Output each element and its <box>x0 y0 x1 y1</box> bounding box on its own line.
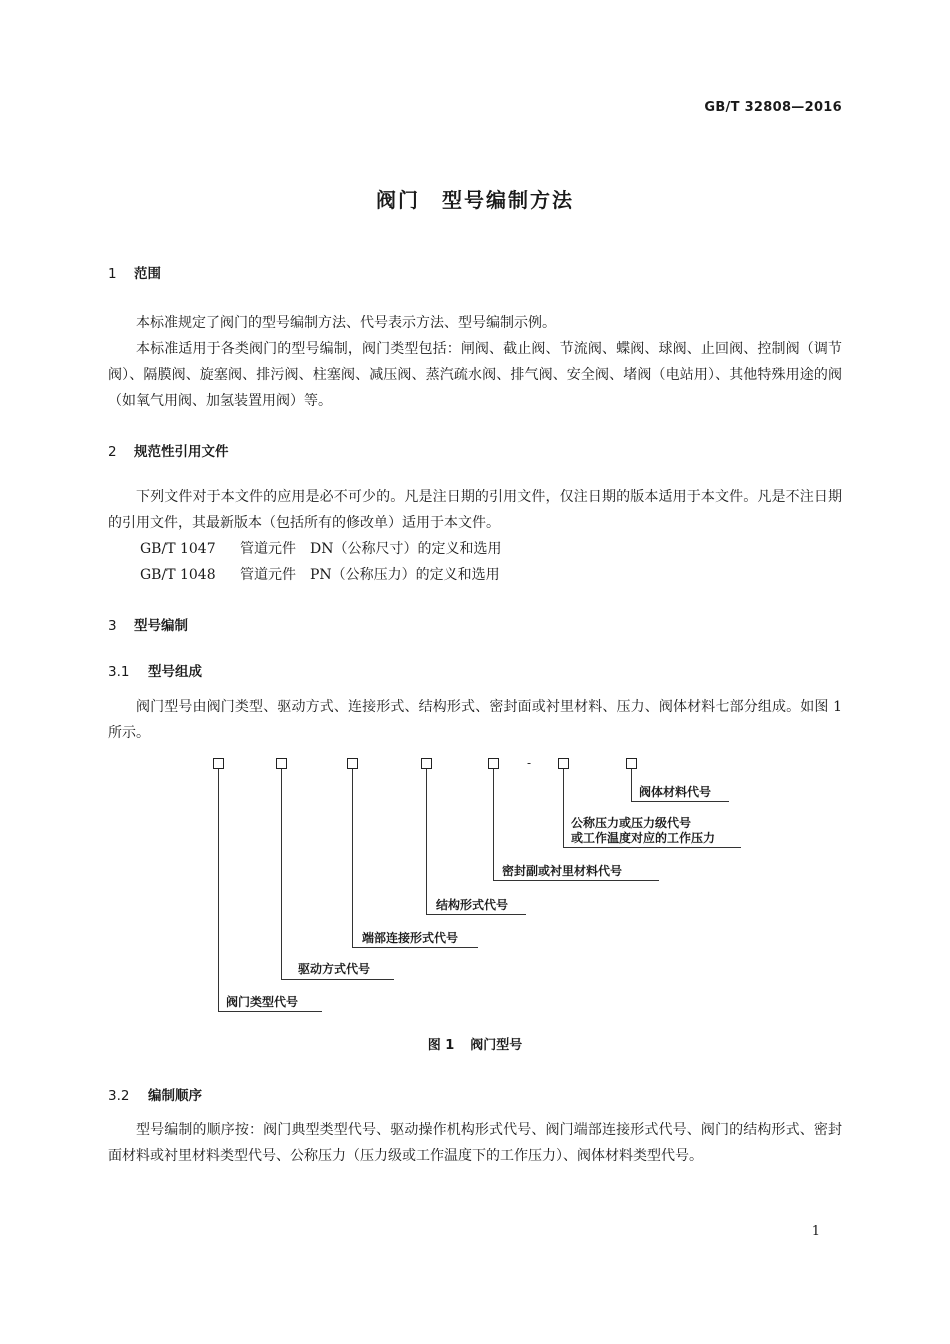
paragraph: 本标准适用于各类阀门的型号编制，阀门类型包括：闸阀、截止阀、节流阀、蝶阀、球阀、止回阀、控制阀（调节阀）、隔膜阀、旋塞阀、排污阀、柱塞阀、减压阀、蒸汽疏水阀、排气阀、安全阀、堵阀（电站用）、其他特殊用途的阀（如氧气用阀、加氢装置用阀）等。 <box>108 341 842 409</box>
label-pressure-line1: 公称压力或压力级代号 <box>571 816 692 830</box>
separator-dash: - <box>527 756 532 770</box>
section-2-body <box>108 484 842 536</box>
leader-line <box>218 1011 322 1012</box>
label-structure: 结构形式代号 <box>436 898 509 912</box>
label-valve-type: 阀门类型代号 <box>226 995 299 1009</box>
document-title: 阀门 型号编制方法 <box>376 188 574 212</box>
section-1-body <box>108 310 842 414</box>
leader-line <box>352 947 478 948</box>
paragraph: 型号编制的顺序按：阀门典型类型代号、驱动操作机构形式代号、阀门端部连接形式代号、阀门的结构形式、密封面材料或衬里材料类型代号、公称压力（压力级或工作温度下的工作压力）、阀体材料类型代号。 <box>108 1122 842 1164</box>
code-box <box>276 758 287 769</box>
leader-line <box>352 769 353 947</box>
label-end-connection: 端部连接形式代号 <box>362 931 459 945</box>
leader-line <box>563 847 741 848</box>
code-box <box>213 758 224 769</box>
label-body-material: 阀体材料代号 <box>639 785 712 799</box>
code-box <box>347 758 358 769</box>
figure-number: 图 1 <box>427 1038 455 1053</box>
code-box <box>558 758 569 769</box>
leader-line <box>426 769 427 914</box>
label-drive: 驱动方式代号 <box>298 962 371 976</box>
section-3-1-body <box>108 694 842 746</box>
paragraph: 阀门型号由阀门类型、驱动方式、连接形式、结构形式、密封面或衬里材料、压力、阀体材料七部分组成。如图 1 所示。 <box>108 699 842 741</box>
standard-code: GB/T 32808—2016 <box>704 100 842 115</box>
label-seal-material: 密封副或衬里材料代号 <box>502 864 623 878</box>
leader-line <box>563 769 564 847</box>
section-number: 3.1 <box>108 664 130 680</box>
reference-item <box>140 538 501 558</box>
figure-title: 阀门型号 <box>470 1038 523 1053</box>
section-number: 3.2 <box>108 1088 130 1104</box>
figure-caption <box>0 1034 950 1053</box>
paragraph: 本标准规定了阀门的型号编制方法、代号表示方法、型号编制示例。 <box>136 315 556 331</box>
reference-title: 管道元件 DN（公称尺寸）的定义和选用 <box>240 541 502 557</box>
paragraph: 下列文件对于本文件的应用是必不可少的。凡是注日期的引用文件，仅注日期的版本适用于本文件。凡是不注日期的引用文件，其最新版本（包括所有的修改单）适用于本文件。 <box>108 489 842 531</box>
code-box <box>421 758 432 769</box>
reference-code: GB/T 1047 <box>140 541 216 557</box>
leader-line <box>631 801 729 802</box>
leader-line <box>281 979 394 980</box>
leader-line <box>426 914 526 915</box>
section-title: 型号编制 <box>134 618 188 634</box>
section-number: 3 <box>108 618 117 634</box>
section-title: 型号组成 <box>148 664 202 680</box>
section-title: 编制顺序 <box>148 1088 202 1104</box>
section-number: 1 <box>108 266 117 282</box>
page-number: 1 <box>811 1224 820 1239</box>
leader-line <box>493 880 659 881</box>
reference-item <box>140 564 500 584</box>
section-3-heading <box>108 614 188 634</box>
section-2-heading <box>108 440 229 460</box>
leader-line <box>218 769 219 1011</box>
section-title: 范围 <box>134 266 161 282</box>
valve-model-diagram <box>200 750 760 1025</box>
section-3-2-body <box>108 1117 842 1169</box>
section-3-1-heading <box>108 660 202 680</box>
code-box <box>626 758 637 769</box>
leader-line <box>281 769 282 979</box>
section-3-2-heading <box>108 1084 202 1104</box>
section-number: 2 <box>108 444 117 460</box>
section-1-heading <box>108 262 161 282</box>
label-pressure-line2: 或工作温度对应的工作压力 <box>571 831 716 845</box>
leader-line <box>493 769 494 880</box>
code-box <box>488 758 499 769</box>
section-title: 规范性引用文件 <box>134 444 229 460</box>
reference-title: 管道元件 PN（公称压力）的定义和选用 <box>240 567 500 583</box>
leader-line <box>631 769 632 801</box>
reference-code: GB/T 1048 <box>140 567 216 583</box>
